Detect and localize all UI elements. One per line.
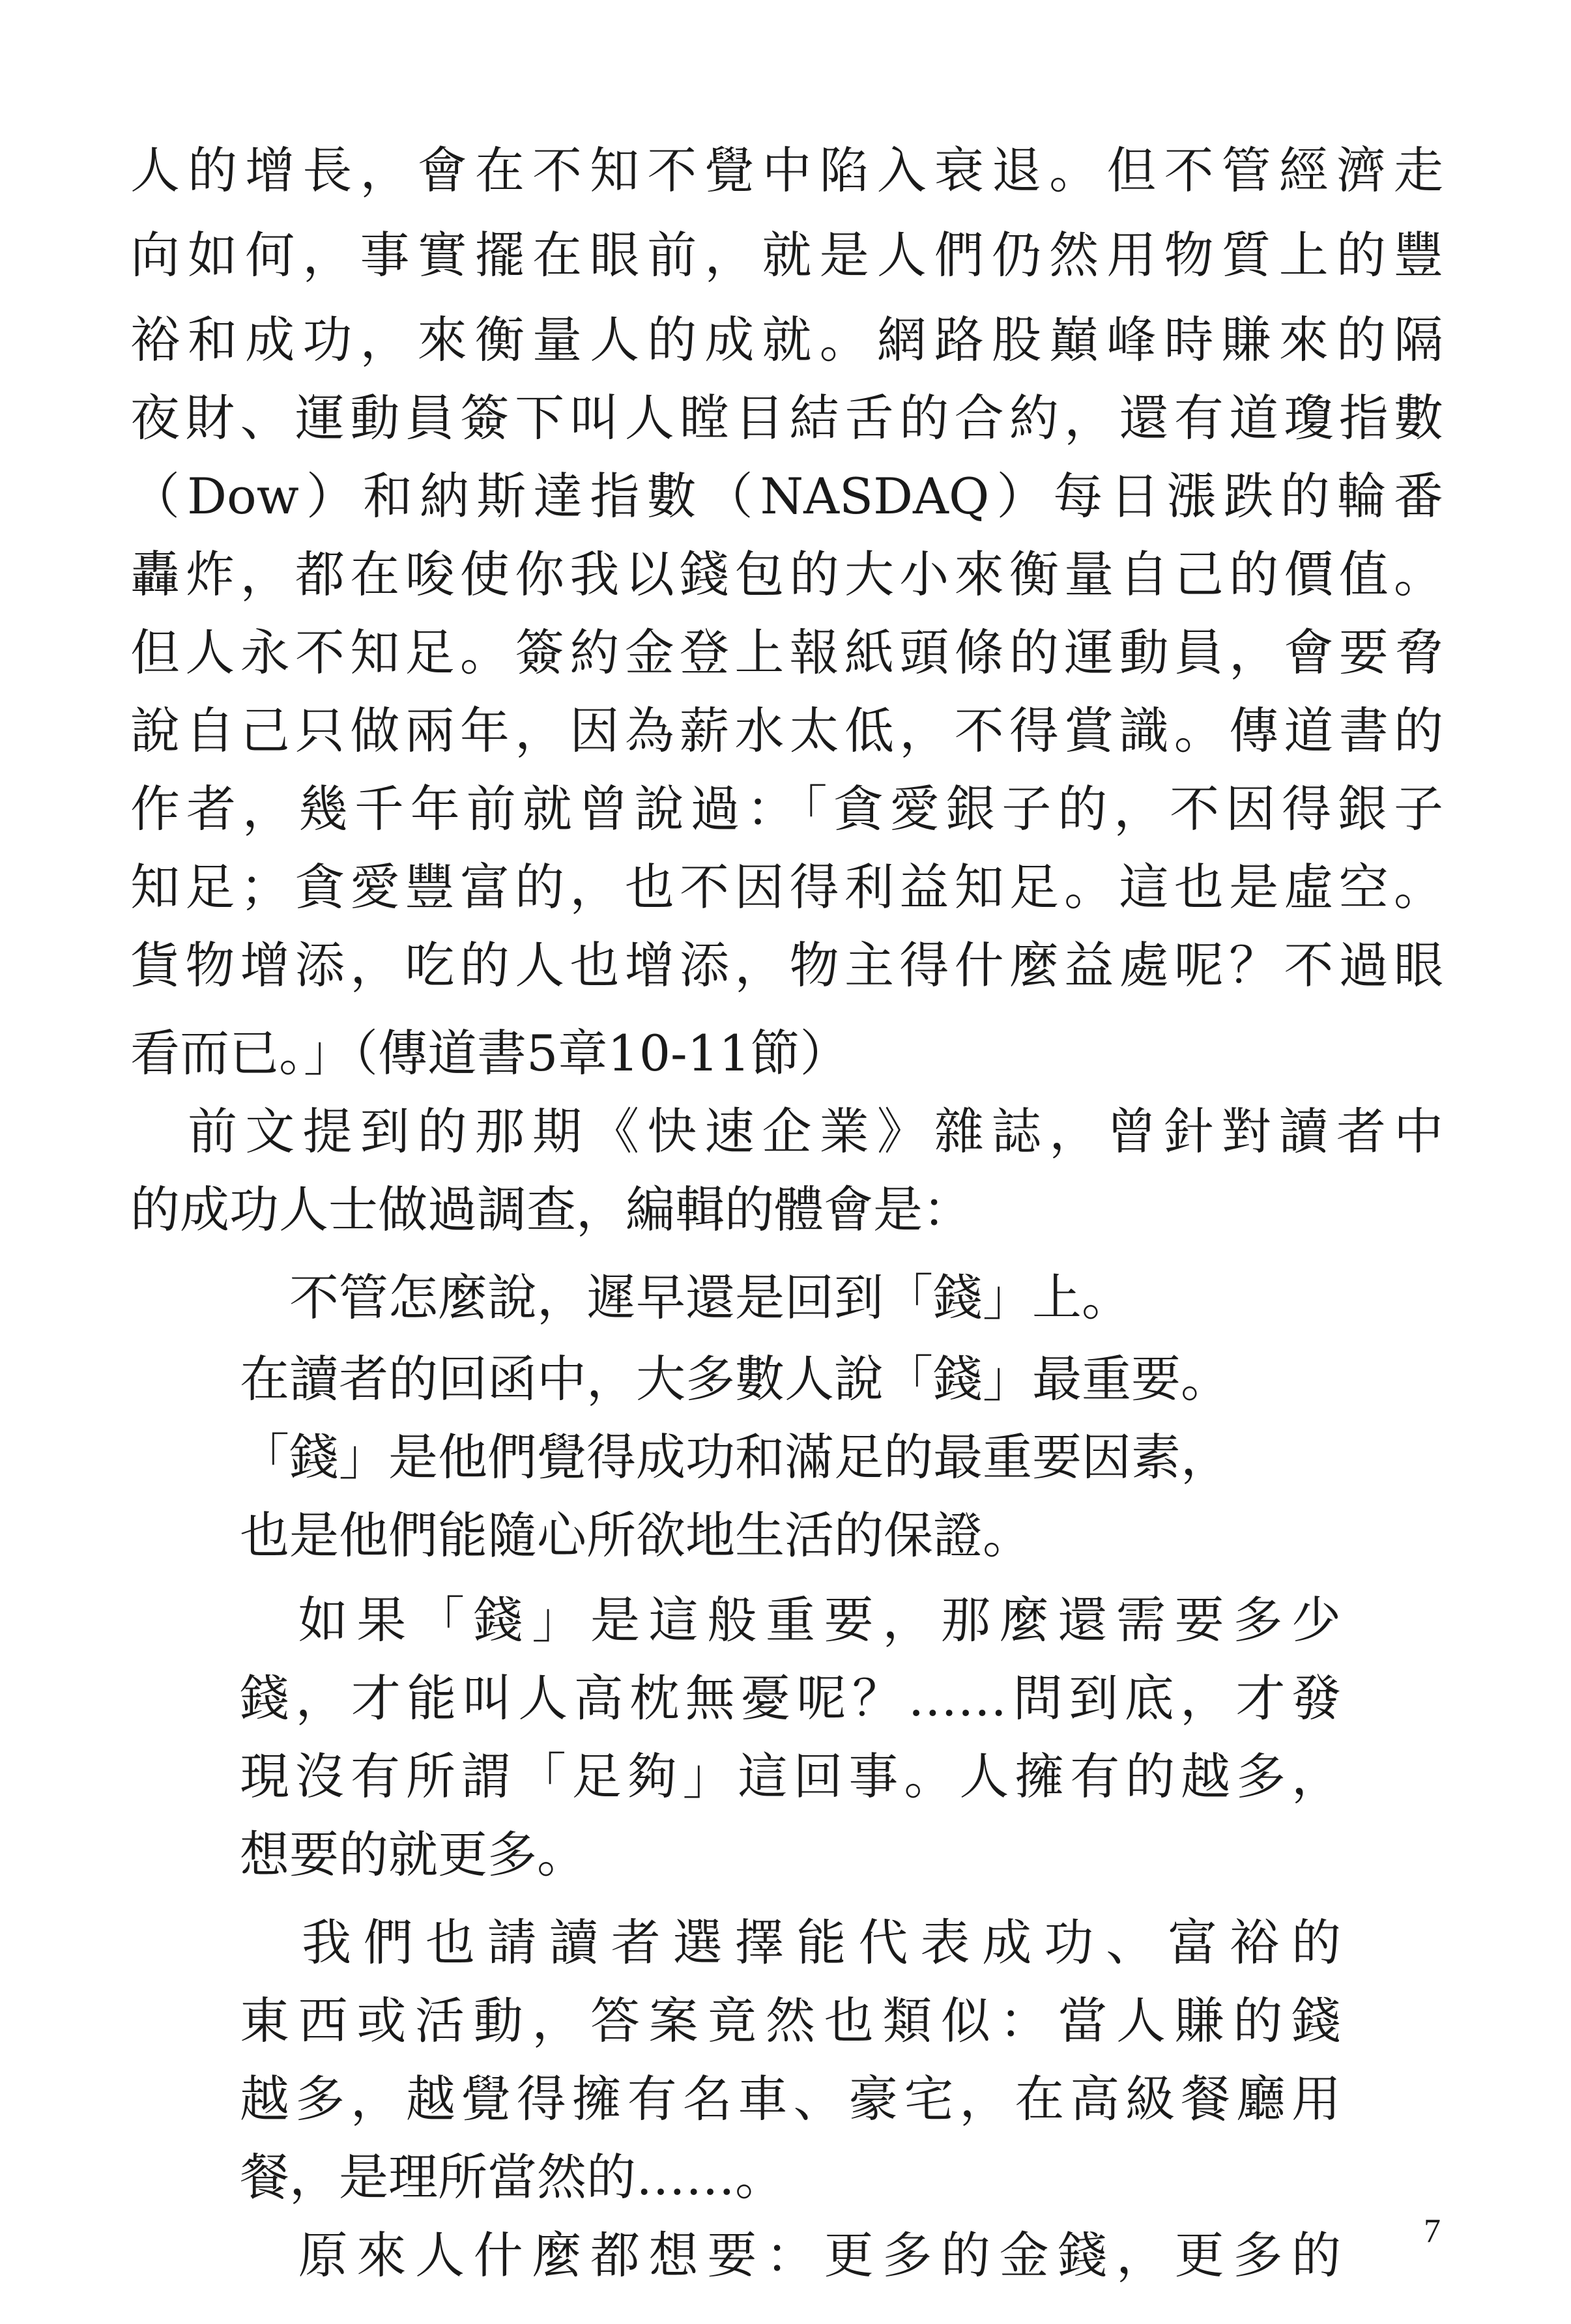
text-line: （Dow）和納斯達指數（NASDAQ）每日漲跌的輪番 — [130, 467, 1443, 525]
quote-line: 越多，越覺得擁有名車、豪宅，在高級餐廳用 — [240, 2070, 1341, 2128]
text-line: 作者，幾千年前就曾說過：「貪愛銀子的，不因得銀子 — [130, 780, 1443, 838]
page-number: 7 — [1424, 2213, 1441, 2250]
quote-line: 我們也請讀者選擇能代表成功、富裕的 — [240, 1914, 1341, 1972]
text-line: 看而已。」（傳道書5章10-11節） — [130, 1024, 850, 1082]
quote-line: 「錢」是他們覺得成功和滿足的最重要因素， — [240, 1428, 1230, 1486]
quote-line: 現沒有所謂「足夠」這回事。人擁有的越多， — [240, 1747, 1341, 1805]
quote-line: 原來人什麼都想要：更多的金錢，更多的 — [240, 2226, 1341, 2284]
text-line: 裕和成功，來衡量人的成就。網路股巔峰時賺來的隔 — [130, 311, 1443, 369]
text-line: 說自己只做兩年，因為薪水太低，不得賞識。傳道書的 — [130, 702, 1443, 760]
quote-line: 錢，才能叫人高枕無憂呢？……問到底，才發 — [240, 1669, 1341, 1727]
text-line: 轟炸，都在唆使你我以錢包的大小來衡量自己的價值。 — [130, 545, 1443, 603]
text-line: 向如何，事實擺在眼前，就是人們仍然用物質上的豐 — [130, 226, 1443, 284]
text-line: 前文提到的那期《快速企業》雜誌，曾針對讀者中 — [130, 1102, 1443, 1160]
text-line: 人的增長，會在不知不覺中陷入衰退。但不管經濟走 — [130, 141, 1443, 199]
text-line: 貨物增添，吃的人也增添，物主得什麼益處呢？不過眼 — [130, 936, 1443, 994]
text-line: 夜財、運動員簽下叫人瞠目結舌的合約，還有道瓊指數 — [130, 389, 1443, 447]
quote-line: 不管怎麼說，遲早還是回到「錢」上。 — [240, 1269, 1131, 1327]
quote-line: 在讀者的回函中，大多數人說「錢」最重要。 — [240, 1350, 1230, 1408]
quote-line: 也是他們能隨心所欲地生活的保證。 — [240, 1506, 1032, 1564]
text-line: 的成功人士做過調查，編輯的體會是： — [130, 1181, 972, 1239]
quote-line: 東西或活動，答案竟然也類似：當人賺的錢 — [240, 1992, 1341, 2050]
quote-line: 想要的就更多。 — [240, 1826, 586, 1884]
quote-line: 如果「錢」是這般重要，那麼還需要多少 — [240, 1591, 1341, 1649]
text-line: 但人永不知足。簽約金登上報紙頭條的運動員，會要脅 — [130, 624, 1443, 681]
quote-line: 餐，是理所當然的……。 — [240, 2148, 785, 2206]
text-line: 知足；貪愛豐富的，也不因得利益知足。這也是虛空。 — [130, 858, 1443, 916]
